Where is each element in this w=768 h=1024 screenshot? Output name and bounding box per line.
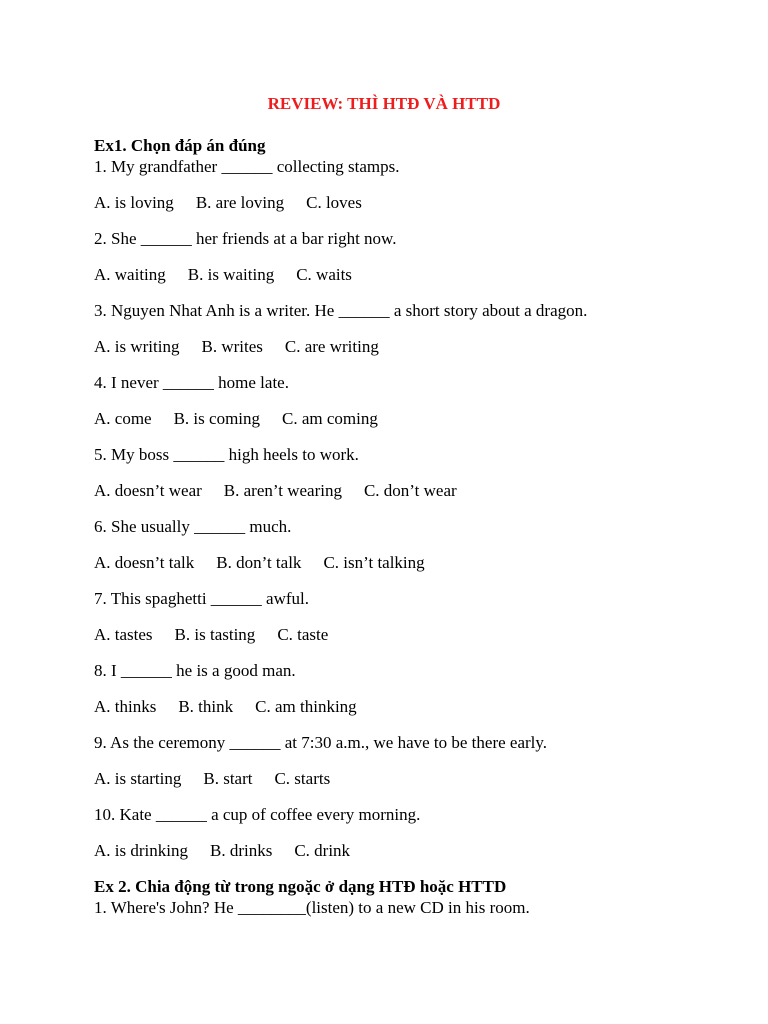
question-block <box>94 732 734 789</box>
answer-options <box>94 552 734 573</box>
question-text: 8. I ______ he is a good man. <box>94 661 296 680</box>
option-a: A. thinks <box>94 697 157 716</box>
option-a: A. tastes <box>94 625 153 644</box>
option-a: A. is drinking <box>94 841 188 860</box>
question-block <box>94 516 734 573</box>
option-c: C. taste <box>277 625 329 644</box>
question-block <box>94 444 734 501</box>
answer-options <box>94 768 734 789</box>
question-block <box>94 804 734 861</box>
option-a: A. is starting <box>94 769 182 788</box>
option-c: C. starts <box>274 769 331 788</box>
option-c: C. am coming <box>282 409 378 428</box>
option-a: A. waiting <box>94 265 166 284</box>
option-b: B. don’t talk <box>216 553 302 572</box>
question-text: 1. My grandfather ______ collecting stamps. <box>94 157 400 176</box>
option-a: A. is writing <box>94 337 180 356</box>
question-block <box>94 588 734 645</box>
option-b: B. writes <box>201 337 263 356</box>
option-b: B. start <box>203 769 253 788</box>
option-c: C. isn’t talking <box>323 553 425 572</box>
answer-options <box>94 264 734 285</box>
answer-options <box>94 192 734 213</box>
option-c: C. are writing <box>284 337 379 356</box>
option-b: B. drinks <box>209 841 273 860</box>
question-block <box>94 372 734 429</box>
option-b: B. is coming <box>173 409 261 428</box>
option-b: B. is waiting <box>187 265 275 284</box>
exercise-1-heading: Ex1. Chọn đáp án đúng <box>94 136 266 155</box>
option-c: C. loves <box>306 193 362 212</box>
answer-options <box>94 840 734 861</box>
question-text: 10. Kate ______ a cup of coffee every morning. <box>94 805 421 824</box>
answer-options <box>94 408 734 429</box>
answer-options <box>94 480 734 501</box>
option-b: B. is tasting <box>174 625 256 644</box>
question-text: 4. I never ______ home late. <box>94 373 289 392</box>
option-a: A. doesn’t wear <box>94 481 202 500</box>
page-title: REVIEW: THÌ HTĐ VÀ HTTD <box>267 94 501 113</box>
question-text: 3. Nguyen Nhat Anh is a writer. He ______ a short story about a dragon. <box>94 301 588 320</box>
question-block <box>94 228 734 285</box>
exercise-2-question: 1. Where's John? He ________(listen) to a new CD in his room. <box>94 898 530 917</box>
question-text: 9. As the ceremony ______ at 7:30 a.m., we have to be there early. <box>94 733 548 752</box>
option-a: A. doesn’t talk <box>94 553 195 572</box>
option-c: C. waits <box>296 265 352 284</box>
option-c: C. don’t wear <box>363 481 457 500</box>
option-a: A. is loving <box>94 193 174 212</box>
question-text: 7. This spaghetti ______ awful. <box>94 589 309 608</box>
question-block <box>94 156 734 213</box>
document-body <box>94 135 734 918</box>
question-text: 6. She usually ______ much. <box>94 517 292 536</box>
exercise-1-list <box>94 156 734 861</box>
option-a: A. come <box>94 409 152 428</box>
option-b: B. aren’t wearing <box>223 481 342 500</box>
question-text: 5. My boss ______ high heels to work. <box>94 445 359 464</box>
question-block <box>94 300 734 357</box>
option-b: B. are loving <box>195 193 285 212</box>
option-b: B. think <box>178 697 234 716</box>
question-block <box>94 660 734 717</box>
answer-options <box>94 696 734 717</box>
exercise-2-heading: Ex 2. Chia động từ trong ngoặc ở dạng HTĐ hoặc HTTD <box>94 877 507 896</box>
option-c: C. drink <box>294 841 351 860</box>
answer-options <box>94 624 734 645</box>
answer-options <box>94 336 734 357</box>
option-c: C. am thinking <box>255 697 357 716</box>
question-text: 2. She ______ her friends at a bar right now. <box>94 229 397 248</box>
